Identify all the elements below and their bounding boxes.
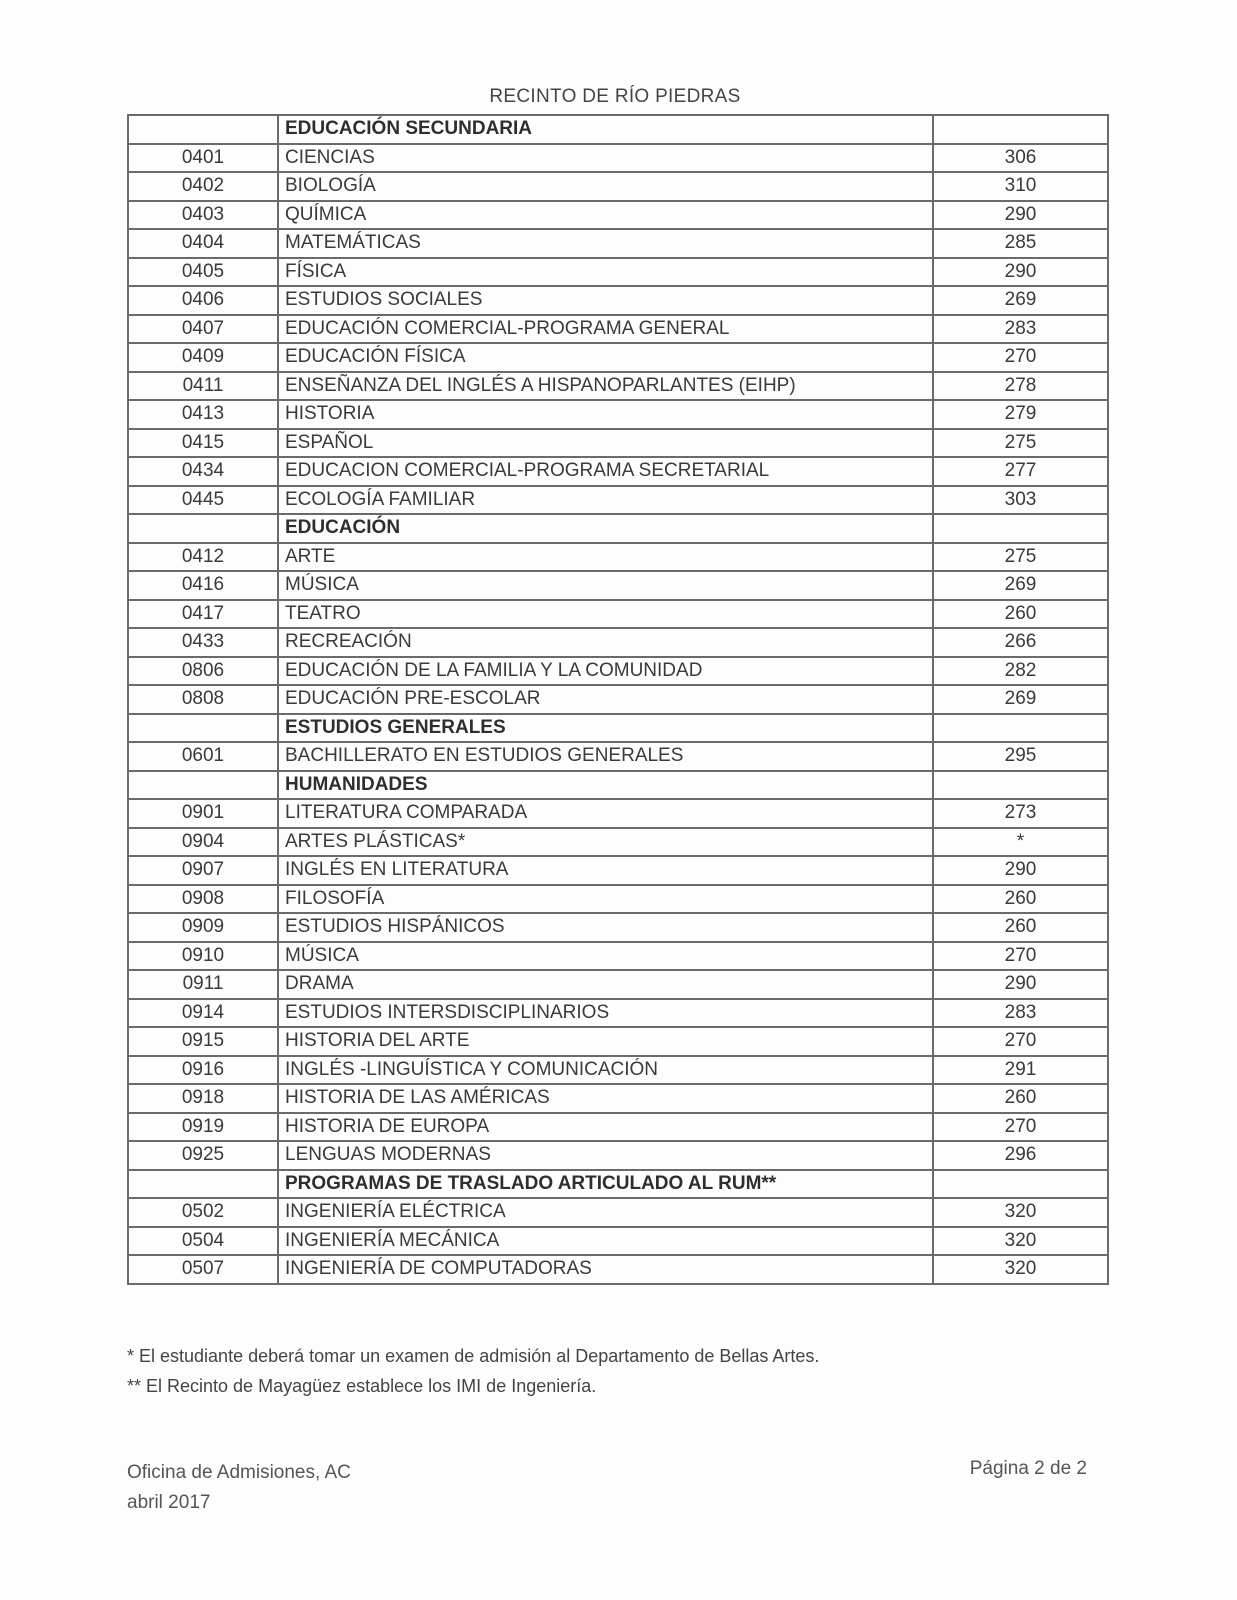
program-name-cell: HISTORIA	[278, 400, 933, 429]
program-row	[128, 885, 1108, 914]
score-cell: 266	[933, 628, 1108, 657]
code-cell: 0404	[128, 229, 278, 258]
score-cell: 282	[933, 657, 1108, 686]
section-header-row	[128, 514, 1108, 543]
program-row	[128, 970, 1108, 999]
program-row	[128, 1056, 1108, 1085]
score-cell: 273	[933, 799, 1108, 828]
program-name-cell: INGENIERÍA MECÁNICA	[278, 1227, 933, 1256]
section-header-row	[128, 771, 1108, 800]
code-cell: 0904	[128, 828, 278, 857]
program-name-cell: MÚSICA	[278, 942, 933, 971]
program-name-cell: ECOLOGÍA FAMILIAR	[278, 486, 933, 515]
score-cell: 290	[933, 258, 1108, 287]
code-cell: 0908	[128, 885, 278, 914]
program-name-cell: ENSEÑANZA DEL INGLÉS A HISPANOPARLANTES (EIHP)	[278, 372, 933, 401]
footer-page-number: Página 2 de 2	[969, 1458, 1087, 1479]
score-cell: 277	[933, 457, 1108, 486]
code-cell: 0504	[128, 1227, 278, 1256]
code-cell: 0601	[128, 742, 278, 771]
score-cell: 285	[933, 229, 1108, 258]
code-cell: 0415	[128, 429, 278, 458]
code-cell: 0417	[128, 600, 278, 629]
program-name-cell: HISTORIA DE LAS AMÉRICAS	[278, 1084, 933, 1113]
score-cell: 320	[933, 1255, 1108, 1284]
code-cell: 0925	[128, 1141, 278, 1170]
section-header-row	[128, 1170, 1108, 1199]
program-row	[128, 1255, 1108, 1284]
program-row	[128, 1084, 1108, 1113]
score-cell: 270	[933, 942, 1108, 971]
code-cell: 0409	[128, 343, 278, 372]
score-cell: 275	[933, 429, 1108, 458]
program-name-cell: INGLÉS -LINGUÍSTICA Y COMUNICACIÓN	[278, 1056, 933, 1085]
program-row	[128, 315, 1108, 344]
code-cell: 0416	[128, 571, 278, 600]
program-row	[128, 543, 1108, 572]
code-cell: 0806	[128, 657, 278, 686]
code-cell: 0915	[128, 1027, 278, 1056]
program-row	[128, 372, 1108, 401]
code-cell: 0502	[128, 1198, 278, 1227]
program-name-cell: ARTE	[278, 543, 933, 572]
program-name-cell: LITERATURA COMPARADA	[278, 799, 933, 828]
program-row	[128, 229, 1108, 258]
programs-table-body	[128, 115, 1108, 1284]
code-cell: 0402	[128, 172, 278, 201]
section-title-cell: PROGRAMAS DE TRASLADO ARTICULADO AL RUM**	[278, 1170, 933, 1199]
score-cell: 303	[933, 486, 1108, 515]
program-name-cell: HISTORIA DE EUROPA	[278, 1113, 933, 1142]
program-row	[128, 913, 1108, 942]
code-cell: 0901	[128, 799, 278, 828]
code-cell	[128, 115, 278, 144]
program-name-cell: ESPAÑOL	[278, 429, 933, 458]
footer-office: Oficina de Admisiones, AC	[127, 1462, 351, 1483]
score-cell	[933, 771, 1108, 800]
program-row	[128, 343, 1108, 372]
code-cell: 0412	[128, 543, 278, 572]
programs-table	[127, 114, 1109, 1285]
footer-date: abril 2017	[127, 1492, 211, 1513]
program-row	[128, 1141, 1108, 1170]
code-cell: 0411	[128, 372, 278, 401]
code-cell: 0407	[128, 315, 278, 344]
code-cell: 0919	[128, 1113, 278, 1142]
program-name-cell: ESTUDIOS INTERSDISCIPLINARIOS	[278, 999, 933, 1028]
score-cell: 279	[933, 400, 1108, 429]
score-cell: 296	[933, 1141, 1108, 1170]
score-cell: 269	[933, 286, 1108, 315]
program-row	[128, 999, 1108, 1028]
code-cell: 0507	[128, 1255, 278, 1284]
program-name-cell: ESTUDIOS SOCIALES	[278, 286, 933, 315]
program-row	[128, 201, 1108, 230]
program-row	[128, 1027, 1108, 1056]
program-row	[128, 144, 1108, 173]
code-cell: 0808	[128, 685, 278, 714]
program-name-cell: EDUCACIÓN FÍSICA	[278, 343, 933, 372]
score-cell: *	[933, 828, 1108, 857]
program-row	[128, 856, 1108, 885]
code-cell: 0907	[128, 856, 278, 885]
score-cell: 270	[933, 1027, 1108, 1056]
score-cell: 295	[933, 742, 1108, 771]
program-row	[128, 799, 1108, 828]
code-cell: 0910	[128, 942, 278, 971]
code-cell: 0914	[128, 999, 278, 1028]
score-cell: 270	[933, 1113, 1108, 1142]
score-cell: 260	[933, 913, 1108, 942]
program-name-cell: FILOSOFÍA	[278, 885, 933, 914]
program-row	[128, 400, 1108, 429]
score-cell: 310	[933, 172, 1108, 201]
code-cell	[128, 771, 278, 800]
score-cell: 269	[933, 685, 1108, 714]
program-row	[128, 1113, 1108, 1142]
score-cell: 278	[933, 372, 1108, 401]
program-name-cell: RECREACIÓN	[278, 628, 933, 657]
score-cell	[933, 1170, 1108, 1199]
code-cell: 0445	[128, 486, 278, 515]
score-cell: 260	[933, 1084, 1108, 1113]
score-cell: 260	[933, 885, 1108, 914]
program-row	[128, 828, 1108, 857]
program-row	[128, 286, 1108, 315]
program-name-cell: EDUCACIÓN COMERCIAL-PROGRAMA GENERAL	[278, 315, 933, 344]
score-cell: 283	[933, 999, 1108, 1028]
code-cell: 0413	[128, 400, 278, 429]
footnote-bellas-artes: * El estudiante deberá tomar un examen de admisión al Departamento de Bellas Artes.	[127, 1346, 820, 1366]
footer-office-block	[127, 1458, 351, 1518]
score-cell: 320	[933, 1198, 1108, 1227]
score-cell: 283	[933, 315, 1108, 344]
program-row	[128, 258, 1108, 287]
code-cell	[128, 1170, 278, 1199]
program-name-cell: MÚSICA	[278, 571, 933, 600]
program-name-cell: EDUCACION COMERCIAL-PROGRAMA SECRETARIAL	[278, 457, 933, 486]
score-cell: 320	[933, 1227, 1108, 1256]
page-title: RECINTO DE RÍO PIEDRAS	[489, 86, 741, 107]
code-cell	[128, 514, 278, 543]
program-row	[128, 1198, 1108, 1227]
code-cell: 0406	[128, 286, 278, 315]
section-title-cell: HUMANIDADES	[278, 771, 933, 800]
program-row	[128, 571, 1108, 600]
program-row	[128, 1227, 1108, 1256]
program-name-cell: BIOLOGÍA	[278, 172, 933, 201]
program-row	[128, 486, 1108, 515]
score-cell: 260	[933, 600, 1108, 629]
program-name-cell: BACHILLERATO EN ESTUDIOS GENERALES	[278, 742, 933, 771]
code-cell: 0403	[128, 201, 278, 230]
score-cell: 269	[933, 571, 1108, 600]
program-name-cell: HISTORIA DEL ARTE	[278, 1027, 933, 1056]
code-cell: 0433	[128, 628, 278, 657]
program-name-cell: INGLÉS EN LITERATURA	[278, 856, 933, 885]
program-name-cell: TEATRO	[278, 600, 933, 629]
code-cell: 0918	[128, 1084, 278, 1113]
code-cell: 0911	[128, 970, 278, 999]
program-row	[128, 172, 1108, 201]
program-row	[128, 457, 1108, 486]
program-name-cell: EDUCACIÓN PRE-ESCOLAR	[278, 685, 933, 714]
program-name-cell: CIENCIAS	[278, 144, 933, 173]
score-cell: 306	[933, 144, 1108, 173]
footnote-mayaguez: ** El Recinto de Mayagüez establece los IMI de Ingeniería.	[127, 1376, 597, 1396]
score-cell: 270	[933, 343, 1108, 372]
section-header-row	[128, 115, 1108, 144]
score-cell: 290	[933, 970, 1108, 999]
program-name-cell: INGENIERÍA ELÉCTRICA	[278, 1198, 933, 1227]
score-cell: 291	[933, 1056, 1108, 1085]
program-name-cell: QUÍMICA	[278, 201, 933, 230]
program-row	[128, 942, 1108, 971]
section-header-row	[128, 714, 1108, 743]
program-name-cell: LENGUAS MODERNAS	[278, 1141, 933, 1170]
score-cell	[933, 115, 1108, 144]
score-cell: 275	[933, 543, 1108, 572]
section-title-cell: EDUCACIÓN	[278, 514, 933, 543]
program-row	[128, 657, 1108, 686]
program-name-cell: EDUCACIÓN DE LA FAMILIA Y LA COMUNIDAD	[278, 657, 933, 686]
program-row	[128, 742, 1108, 771]
program-name-cell: ARTES PLÁSTICAS*	[278, 828, 933, 857]
code-cell: 0916	[128, 1056, 278, 1085]
program-name-cell: MATEMÁTICAS	[278, 229, 933, 258]
section-title-cell: ESTUDIOS GENERALES	[278, 714, 933, 743]
code-cell: 0434	[128, 457, 278, 486]
program-name-cell: INGENIERÍA DE COMPUTADORAS	[278, 1255, 933, 1284]
code-cell: 0401	[128, 144, 278, 173]
score-cell	[933, 714, 1108, 743]
program-name-cell: FÍSICA	[278, 258, 933, 287]
code-cell	[128, 714, 278, 743]
program-row	[128, 429, 1108, 458]
program-row	[128, 628, 1108, 657]
program-row	[128, 685, 1108, 714]
score-cell	[933, 514, 1108, 543]
score-cell: 290	[933, 856, 1108, 885]
code-cell: 0405	[128, 258, 278, 287]
score-cell: 290	[933, 201, 1108, 230]
program-name-cell: DRAMA	[278, 970, 933, 999]
code-cell: 0909	[128, 913, 278, 942]
section-title-cell: EDUCACIÓN SECUNDARIA	[278, 115, 933, 144]
program-row	[128, 600, 1108, 629]
program-name-cell: ESTUDIOS HISPÁNICOS	[278, 913, 933, 942]
